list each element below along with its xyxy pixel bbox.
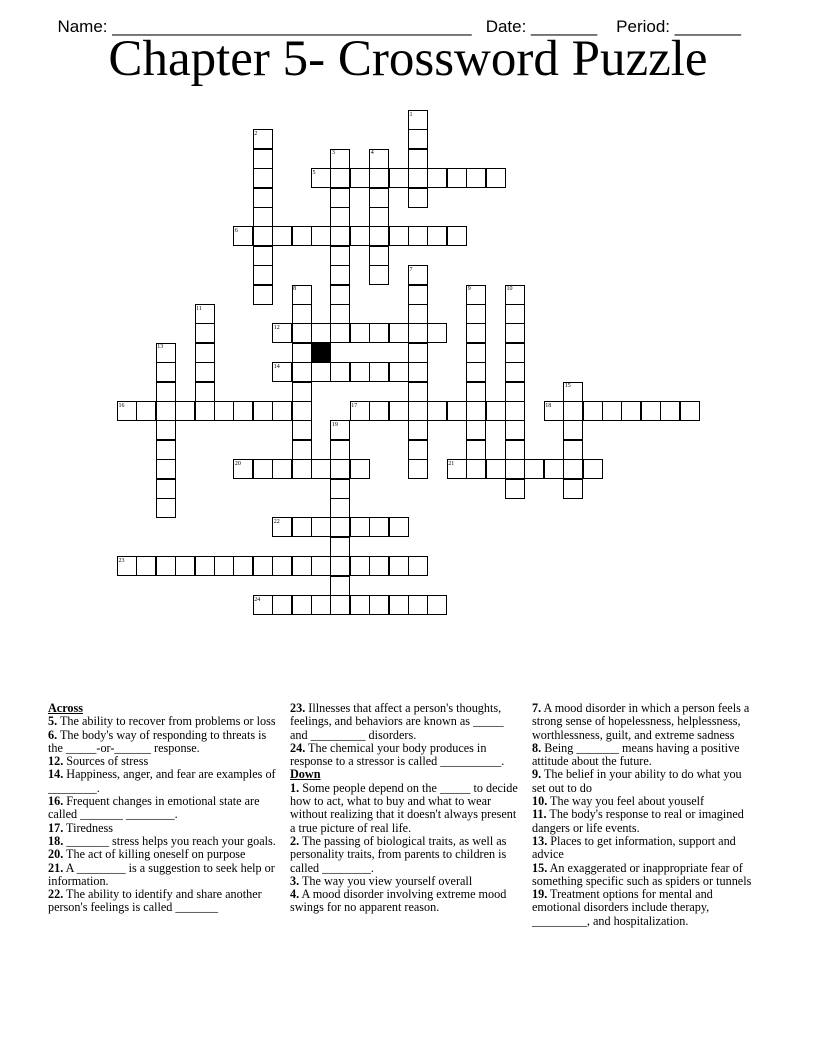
clue-item: [532, 702, 758, 742]
crossword-cell[interactable]: [389, 226, 409, 246]
crossword-cell[interactable]: [195, 323, 215, 343]
cell-number: 2: [254, 130, 258, 137]
crossword-cell[interactable]: [253, 246, 273, 266]
clue-number: 12.: [48, 754, 64, 769]
crossword-cell[interactable]: [466, 382, 486, 402]
crossword-cell[interactable]: [389, 401, 409, 421]
cell-number: 8: [293, 286, 297, 293]
clue-text: Treatment options for mental and emotional disorders include therapy, _________, and hospitalization.: [532, 887, 713, 928]
crossword-cell[interactable]: [369, 556, 389, 576]
clue-number: 24.: [290, 740, 306, 755]
cell-number: 1: [409, 111, 413, 118]
cell-number: 10: [506, 286, 513, 293]
crossword-cell[interactable]: [292, 362, 312, 382]
clue-number: 23.: [290, 701, 306, 715]
crossword-cell[interactable]: [292, 556, 312, 576]
cell-number: 11: [196, 305, 202, 312]
clue-number: 8.: [532, 740, 542, 755]
clue-item: [290, 742, 522, 769]
crossword-cell[interactable]: [330, 265, 350, 285]
crossword-cell[interactable]: [330, 168, 350, 188]
crossword-cell[interactable]: [311, 323, 331, 343]
crossword-cell[interactable]: [195, 343, 215, 363]
crossword-cell[interactable]: [156, 362, 176, 382]
crossword-cell[interactable]: [505, 401, 525, 421]
crossword-cell[interactable]: [408, 188, 428, 208]
cell-number: 6: [234, 227, 238, 234]
crossword-cell[interactable]: [195, 401, 215, 421]
crossword-cell[interactable]: [136, 401, 156, 421]
clue-item: [48, 729, 280, 756]
crossword-cell[interactable]: [369, 323, 389, 343]
crossword-cell[interactable]: [311, 362, 331, 382]
crossword-cell[interactable]: [272, 556, 292, 576]
crossword-cell[interactable]: [408, 129, 428, 149]
clue-text: The ability to identify and share another person's feelings is called _______: [48, 887, 262, 915]
clue-item: [48, 862, 280, 889]
crossword-cell[interactable]: [195, 362, 215, 382]
clue-item: [48, 795, 280, 822]
crossword-cell[interactable]: [330, 362, 350, 382]
crossword-cell[interactable]: [350, 323, 370, 343]
crossword-cell[interactable]: [253, 207, 273, 227]
crossword-cell[interactable]: [408, 226, 428, 246]
clue-text: Being _______ means having a positive attitude about the future.: [532, 740, 740, 769]
crossword-cell[interactable]: [156, 479, 176, 499]
clue-item: [290, 835, 522, 875]
clue-text: The passing of biological traits, as well as personality traits, from parents to children is called ________.: [290, 833, 507, 875]
crossword-cell[interactable]: [408, 362, 428, 382]
clue-item: [48, 755, 280, 768]
crossword-cell[interactable]: [350, 556, 370, 576]
crossword-cell[interactable]: [369, 207, 389, 227]
clue-text: A mood disorder involving extreme mood swings for no apparent reason.: [290, 887, 507, 915]
crossword-cell[interactable]: [408, 323, 428, 343]
crossword-cell[interactable]: [253, 265, 273, 285]
crossword-cell[interactable]: [563, 440, 583, 460]
crossword-cell[interactable]: [369, 226, 389, 246]
crossword-cell[interactable]: [292, 401, 312, 421]
crossword-cell[interactable]: [253, 401, 273, 421]
crossword-cell[interactable]: [466, 440, 486, 460]
clue-number: 3.: [290, 873, 300, 888]
crossword-cell[interactable]: [253, 285, 273, 305]
clue-item: [532, 888, 758, 928]
clue-text: An exaggerated or inappropriate fear of something specific such as spiders or tunnels: [532, 860, 752, 888]
crossword-cell[interactable]: [427, 595, 447, 615]
crossword-cell[interactable]: [427, 323, 447, 343]
crossword-cell[interactable]: [408, 304, 428, 324]
crossword-cell[interactable]: [408, 285, 428, 305]
crossword-cell[interactable]: [311, 595, 331, 615]
crossword-cell[interactable]: [214, 401, 234, 421]
crossword-cell[interactable]: [292, 440, 312, 460]
clue-text: Some people depend on the _____ to decide how to act, what to buy and what to wear without realizing that it doesn't always present a true picture of real life.: [290, 780, 518, 835]
crossword-cell[interactable]: [621, 401, 641, 421]
crossword-cell[interactable]: [253, 149, 273, 169]
crossword-cell[interactable]: [583, 459, 603, 479]
crossword-cell[interactable]: [330, 595, 350, 615]
crossword-cell[interactable]: [156, 382, 176, 402]
crossword-cell[interactable]: [195, 382, 215, 402]
crossword-cell[interactable]: [175, 556, 195, 576]
clue-item: [290, 888, 522, 915]
clue-item: [290, 702, 522, 742]
cell-number: 24: [254, 596, 261, 603]
crossword-cell[interactable]: [156, 401, 176, 421]
clue-item: [48, 835, 280, 848]
crossword-cell[interactable]: [408, 168, 428, 188]
crossword-cell[interactable]: [466, 459, 486, 479]
cell-number: 13: [157, 344, 164, 351]
crossword-cell[interactable]: [292, 517, 312, 537]
crossword-cell[interactable]: [369, 401, 389, 421]
clue-item: [532, 862, 758, 889]
crossword-cell[interactable]: [292, 459, 312, 479]
clue-number: 2.: [290, 833, 300, 848]
cell-number: 23: [118, 557, 125, 564]
crossword-cell[interactable]: [195, 556, 215, 576]
crossword-cell[interactable]: [466, 343, 486, 363]
cell-number: 18: [545, 402, 552, 409]
crossword-cell[interactable]: [156, 420, 176, 440]
clue-number: 19.: [532, 887, 548, 902]
crossword-cell[interactable]: [427, 401, 447, 421]
crossword-cell[interactable]: [330, 576, 350, 596]
crossword-cell[interactable]: [272, 459, 292, 479]
cell-number: 17: [351, 402, 358, 409]
clue-text: The body's response to real or imagined dangers or life events.: [532, 807, 744, 835]
crossword-cell[interactable]: [408, 149, 428, 169]
crossword-cell[interactable]: [563, 420, 583, 440]
cell-number: 3: [331, 150, 335, 157]
clue-number: 13.: [532, 833, 548, 848]
crossword-cell[interactable]: [505, 382, 525, 402]
clue-text: The act of killing oneself on purpose: [63, 847, 246, 862]
crossword-cell[interactable]: [292, 595, 312, 615]
crossword-cell[interactable]: [505, 323, 525, 343]
crossword-cell[interactable]: [505, 440, 525, 460]
crossword-cell[interactable]: [408, 382, 428, 402]
crossword-cell[interactable]: [292, 382, 312, 402]
crossword-cell[interactable]: [524, 459, 544, 479]
crossword-cell[interactable]: [330, 556, 350, 576]
crossword-cell[interactable]: [466, 401, 486, 421]
crossword-cell[interactable]: [330, 323, 350, 343]
crossword-cell[interactable]: [272, 226, 292, 246]
crossword-cell[interactable]: [486, 459, 506, 479]
crossword-cell[interactable]: [369, 168, 389, 188]
cell-number: 19: [331, 421, 338, 428]
crossword-cell[interactable]: [311, 459, 331, 479]
crossword-cell[interactable]: [408, 420, 428, 440]
clue-text: _______ stress helps you reach your goals.: [63, 833, 276, 848]
crossword-cell[interactable]: [466, 420, 486, 440]
crossword-cell[interactable]: [156, 498, 176, 518]
clues-column-3: [532, 702, 758, 928]
crossword-cell[interactable]: [563, 479, 583, 499]
crossword-cell[interactable]: [466, 323, 486, 343]
crossword-cell[interactable]: [330, 479, 350, 499]
crossword-cell[interactable]: [505, 304, 525, 324]
clue-number: 18.: [48, 833, 64, 848]
clue-text: The body's way of responding to threats is the _____-or-______ response.: [48, 727, 267, 755]
clue-number: 14.: [48, 767, 64, 782]
clue-item: [532, 768, 758, 795]
clue-heading: Down: [290, 767, 321, 782]
page-title: Chapter 5- Crossword Puzzle: [108, 31, 708, 87]
crossword-cell[interactable]: [292, 343, 312, 363]
clue-item: [48, 888, 280, 915]
crossword-cell[interactable]: [466, 304, 486, 324]
crossword-cell[interactable]: [389, 362, 409, 382]
clue-number: 11.: [532, 807, 547, 822]
crossword-black-cell: [311, 343, 331, 363]
clue-item: [532, 742, 758, 769]
crossword-cell[interactable]: [369, 188, 389, 208]
clue-number: 10.: [532, 794, 548, 809]
crossword-cell[interactable]: [369, 595, 389, 615]
crossword-cell[interactable]: [389, 595, 409, 615]
clue-text: Illnesses that affect a person's thoughts, feelings, and behaviors are known as _____ and _________ disorders.: [290, 701, 504, 742]
crossword-cell[interactable]: [350, 517, 370, 537]
clue-number: 5.: [48, 714, 58, 729]
clue-number: 22.: [48, 887, 64, 902]
cell-number: 22: [273, 518, 280, 525]
crossword-cell[interactable]: [427, 168, 447, 188]
crossword-cell[interactable]: [389, 517, 409, 537]
clue-item: [532, 835, 758, 862]
crossword-cell[interactable]: [350, 459, 370, 479]
date-field-label[interactable]: Date: _______: [485, 17, 598, 36]
cell-number: 12: [273, 324, 280, 331]
crossword-cell[interactable]: [389, 168, 409, 188]
crossword-cell[interactable]: [253, 188, 273, 208]
clue-item: [532, 808, 758, 835]
clue-number: 17.: [48, 820, 64, 835]
crossword-cell[interactable]: [253, 556, 273, 576]
clue-item: [290, 782, 522, 835]
clue-text: The way you view yourself overall: [299, 873, 473, 888]
crossword-cell[interactable]: [253, 459, 273, 479]
crossword-cell[interactable]: [330, 285, 350, 305]
crossword-cell[interactable]: [369, 265, 389, 285]
clue-text: The chemical your body produces in response to a stressor is called __________.: [290, 740, 505, 769]
crossword-cell[interactable]: [330, 304, 350, 324]
crossword-cell[interactable]: [447, 168, 467, 188]
clue-number: 21.: [48, 860, 64, 875]
crossword-cell[interactable]: [427, 226, 447, 246]
crossword-cell[interactable]: [330, 517, 350, 537]
crossword-cell[interactable]: [369, 246, 389, 266]
crossword-cell[interactable]: [505, 459, 525, 479]
clue-item: [48, 768, 280, 795]
crossword-cell[interactable]: [292, 420, 312, 440]
crossword-cell[interactable]: [311, 226, 331, 246]
cell-number: 4: [370, 150, 374, 157]
clues-column-2: [290, 702, 522, 915]
crossword-cell[interactable]: [350, 362, 370, 382]
crossword-cell[interactable]: [680, 401, 700, 421]
crossword-cell[interactable]: [330, 246, 350, 266]
clue-number: 9.: [532, 767, 542, 782]
clue-text: Places to get information, support and advice: [532, 833, 736, 862]
crossword-cell[interactable]: [311, 556, 331, 576]
crossword-cell[interactable]: [156, 440, 176, 460]
crossword-cell[interactable]: [350, 595, 370, 615]
cell-number: 14: [273, 363, 280, 370]
clue-text: The belief in your ability to do what you set out to do: [532, 767, 742, 795]
cell-number: 21: [448, 460, 455, 467]
crossword-cell[interactable]: [408, 556, 428, 576]
crossword-cell[interactable]: [563, 459, 583, 479]
crossword-cell[interactable]: [505, 420, 525, 440]
clue-text: Tiredness: [63, 820, 114, 835]
crossword-cell[interactable]: [408, 459, 428, 479]
crossword-cell[interactable]: [330, 440, 350, 460]
period-field-label[interactable]: Period: _______: [616, 17, 741, 36]
clue-item: [48, 848, 280, 861]
clue-number: 6.: [48, 727, 58, 742]
clue-text: A mood disorder in which a person feels a strong sense of hopelessness, helplessness, worthlessness, guilt, and extreme sadness: [532, 701, 750, 742]
crossword-cell[interactable]: [253, 168, 273, 188]
clue-number: 15.: [532, 860, 548, 875]
crossword-cell[interactable]: [330, 459, 350, 479]
cell-number: 15: [564, 383, 571, 390]
crossword-cell[interactable]: [602, 401, 622, 421]
cell-number: 16: [118, 402, 125, 409]
crossword-cell[interactable]: [330, 188, 350, 208]
cell-number: 7: [409, 266, 413, 273]
crossword-cell[interactable]: [563, 401, 583, 421]
clue-heading: Across: [48, 701, 83, 715]
clues-column-1: [48, 702, 280, 915]
crossword-cell[interactable]: [311, 517, 331, 537]
crossword-cell[interactable]: [175, 401, 195, 421]
cell-number: 20: [234, 460, 241, 467]
crossword-cell[interactable]: [447, 226, 467, 246]
crossword-cell[interactable]: [389, 556, 409, 576]
crossword-cell[interactable]: [505, 362, 525, 382]
crossword-cell[interactable]: [330, 498, 350, 518]
crossword-cell[interactable]: [156, 556, 176, 576]
crossword-cell[interactable]: [660, 401, 680, 421]
clue-item: [48, 822, 280, 835]
crossword-cell[interactable]: [272, 595, 292, 615]
crossword-cell[interactable]: [408, 343, 428, 363]
crossword-cell[interactable]: [408, 440, 428, 460]
crossword-cell[interactable]: [350, 226, 370, 246]
cell-number: 5: [312, 169, 316, 176]
clue-number: 16.: [48, 794, 64, 809]
crossword-cell[interactable]: [253, 226, 273, 246]
crossword-cell[interactable]: [447, 401, 467, 421]
crossword-cell[interactable]: [156, 459, 176, 479]
clue-number: 1.: [290, 780, 300, 795]
crossword-cell[interactable]: [292, 304, 312, 324]
crossword-cell[interactable]: [292, 226, 312, 246]
clue-text: Sources of stress: [63, 754, 149, 769]
crossword-cell[interactable]: [136, 556, 156, 576]
clue-text: The way you feel about youself: [547, 794, 705, 809]
clue-item: [532, 795, 758, 808]
crossword-cell[interactable]: [330, 537, 350, 557]
crossword-cell[interactable]: [408, 401, 428, 421]
crossword-cell[interactable]: [369, 362, 389, 382]
clue-number: 20.: [48, 847, 64, 862]
crossword-cell[interactable]: [486, 401, 506, 421]
clue-text: Frequent changes in emotional state are called _______ ________.: [48, 794, 260, 822]
crossword-cell[interactable]: [641, 401, 661, 421]
crossword-cell[interactable]: [292, 323, 312, 343]
crossword-cell[interactable]: [544, 459, 564, 479]
clue-number: 4.: [290, 887, 300, 902]
crossword-cell[interactable]: [408, 595, 428, 615]
crossword-cell[interactable]: [272, 401, 292, 421]
crossword-cell[interactable]: [369, 517, 389, 537]
crossword-cell[interactable]: [330, 207, 350, 227]
crossword-cell[interactable]: [505, 343, 525, 363]
clue-number: 7.: [532, 701, 542, 715]
clue-text: The ability to recover from problems or loss: [57, 714, 276, 729]
crossword-cell[interactable]: [583, 401, 603, 421]
crossword-cell[interactable]: [350, 168, 370, 188]
crossword-cell[interactable]: [466, 362, 486, 382]
crossword-cell[interactable]: [214, 556, 234, 576]
clue-text: A ________ is a suggestion to seek help or information.: [48, 860, 275, 888]
name-field-label[interactable]: Name: ______________________________________: [57, 17, 472, 36]
crossword-cell[interactable]: [233, 401, 253, 421]
crossword-cell[interactable]: [233, 556, 253, 576]
crossword-cell[interactable]: [389, 323, 409, 343]
crossword-cell[interactable]: [330, 226, 350, 246]
cell-number: 9: [467, 286, 471, 293]
crossword-cell[interactable]: [486, 168, 506, 188]
crossword-cell[interactable]: [505, 479, 525, 499]
clue-text: Happiness, anger, and fear are examples of ________.: [48, 767, 276, 795]
clue-item: [290, 875, 522, 888]
crossword-cell[interactable]: [466, 168, 486, 188]
clue-item: [48, 715, 280, 728]
